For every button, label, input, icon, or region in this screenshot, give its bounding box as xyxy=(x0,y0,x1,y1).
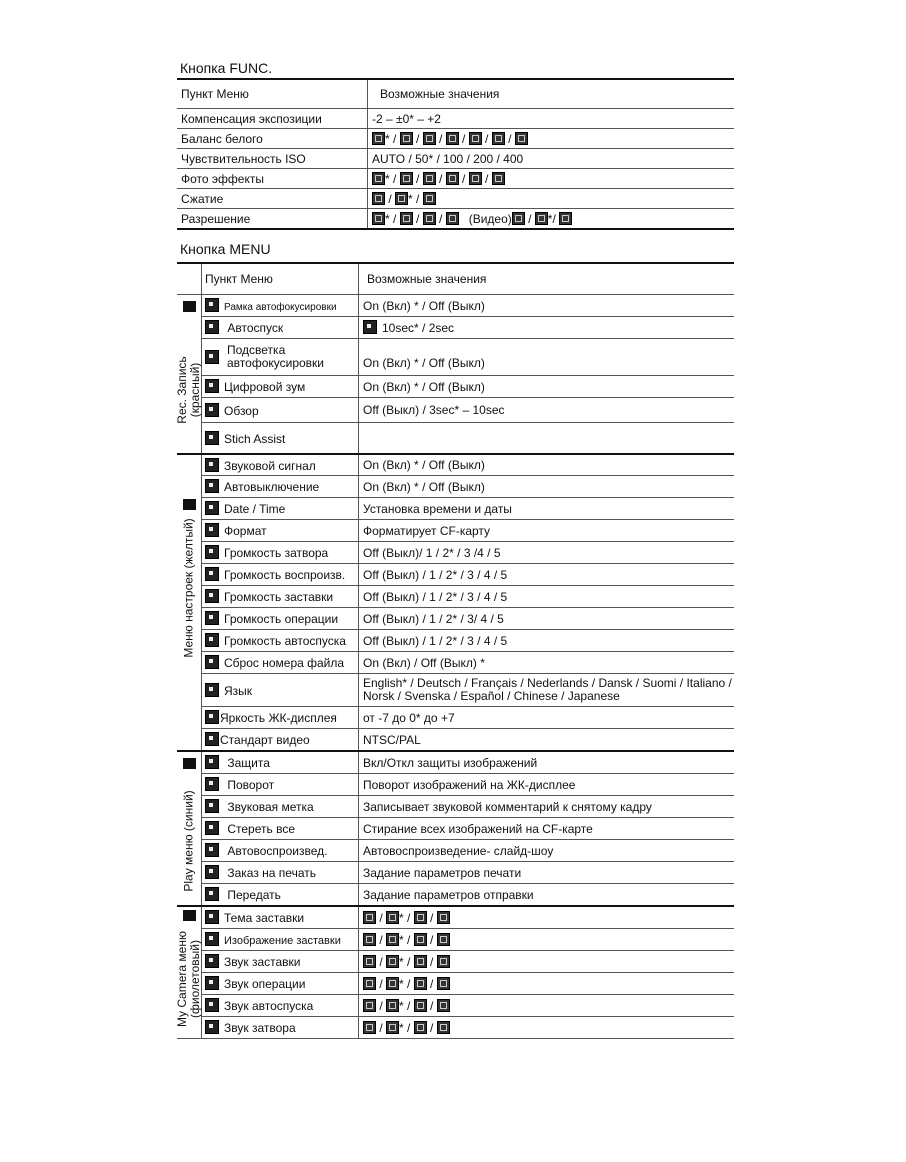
row-item: Баланс белого xyxy=(177,129,368,149)
row-item-label: Тема заставки xyxy=(224,911,305,925)
group-rec-label: Rec. Запись (красный) xyxy=(175,356,202,424)
table-row xyxy=(177,542,734,564)
table-row xyxy=(177,652,734,674)
af-assist-icon xyxy=(205,350,219,364)
row-item-label: Звук автоспуска xyxy=(224,999,314,1013)
low-sharpening-icon xyxy=(446,172,459,185)
mycam-1-icon xyxy=(386,955,399,968)
mycam-off-icon xyxy=(363,911,376,924)
row-item-label: Обзор xyxy=(224,403,259,418)
af-frame-icon xyxy=(205,298,219,312)
table-row xyxy=(177,751,734,774)
table-header-row xyxy=(177,263,734,295)
row-item: Чувствительность ISO xyxy=(177,149,368,169)
auto-play-icon xyxy=(205,843,219,857)
header-item: Пункт Меню xyxy=(202,263,359,295)
mycam-1-icon xyxy=(386,933,399,946)
table-row xyxy=(177,796,734,818)
vivid-icon xyxy=(400,172,413,185)
row-values: / * / / xyxy=(359,929,735,951)
beep-icon xyxy=(205,458,219,472)
group-play-label: Play меню (синий) xyxy=(181,790,196,892)
fluorescent-h-icon xyxy=(492,132,505,145)
row-item xyxy=(202,796,359,818)
group-mycamera xyxy=(177,906,202,1039)
effect-off-icon xyxy=(372,172,385,185)
row-item-label: Звук затвора xyxy=(224,1021,296,1035)
table-row xyxy=(177,729,734,752)
mycam-3-icon xyxy=(437,933,450,946)
startup-image-icon xyxy=(205,932,219,946)
mycam-2-icon xyxy=(414,999,427,1012)
shutter-volume-icon xyxy=(205,545,219,559)
row-values: Off (Выкл) / 1 / 2* / 3 / 4 / 5 xyxy=(359,630,735,652)
table-row xyxy=(177,707,734,729)
print-order-icon xyxy=(205,865,219,879)
normal-icon xyxy=(423,192,436,205)
row-item: Компенсация экспозиции xyxy=(177,109,368,129)
row-item xyxy=(202,476,359,498)
row-item-label: Звуковая метка xyxy=(227,800,314,814)
table-row xyxy=(177,995,734,1017)
table-row xyxy=(177,149,734,169)
table-row xyxy=(177,630,734,652)
row-item-label: Звук заставки xyxy=(224,955,301,969)
mycam-1-icon xyxy=(386,999,399,1012)
row-item xyxy=(202,564,359,586)
cloudy-icon xyxy=(423,132,436,145)
row-item xyxy=(202,973,359,995)
row-item xyxy=(202,295,359,317)
row-item-label: Громкость автоспуска xyxy=(224,634,346,648)
superfine-icon xyxy=(372,192,385,205)
row-item-label: Стереть все xyxy=(227,822,295,836)
video-160-icon xyxy=(559,212,572,225)
table-row xyxy=(177,586,734,608)
mycam-off-icon xyxy=(363,977,376,990)
lcd-brightness-icon xyxy=(205,710,219,724)
mycam-3-icon xyxy=(437,999,450,1012)
operation-volume-icon xyxy=(205,611,219,625)
mycam-off-icon xyxy=(363,933,376,946)
row-item-label: Звуковой сигнал xyxy=(224,458,316,473)
custom-wb-icon xyxy=(515,132,528,145)
row-item xyxy=(202,906,359,929)
row-values: On (Вкл) / Off (Выкл) * xyxy=(359,652,735,674)
row-values: / * / / xyxy=(359,1017,735,1039)
row-item xyxy=(202,376,359,398)
bw-icon xyxy=(492,172,505,185)
video-640-icon xyxy=(512,212,525,225)
mycam-2-icon xyxy=(414,1021,427,1034)
row-item-label: Защита xyxy=(227,756,270,770)
row-item xyxy=(202,674,359,707)
row-item xyxy=(202,317,359,339)
fluorescent-icon xyxy=(469,132,482,145)
row-values: Автовоспроизведение- слайд-шоу xyxy=(359,840,735,862)
header-values: Возможные значения xyxy=(359,263,735,295)
header-group-cell xyxy=(177,263,202,295)
func-table xyxy=(177,78,734,230)
self-timer-volume-icon xyxy=(205,633,219,647)
group-mycamera-label: My Camera меню (фиолетовый) xyxy=(175,931,202,1027)
row-values: / * / / xyxy=(359,995,735,1017)
row-values xyxy=(359,317,735,339)
group-setup-label: Меню настроек (желтый) xyxy=(181,518,196,658)
row-values: AUTO / 50* / 100 / 200 / 400 xyxy=(368,149,735,169)
row-values: On (Вкл) * / Off (Выкл) xyxy=(359,339,735,376)
group-rec xyxy=(177,295,202,455)
row-item xyxy=(202,542,359,564)
row-item-label: Громкость воспроизв. xyxy=(224,568,346,582)
date-time-icon xyxy=(205,501,219,515)
row-item: Сжатие xyxy=(177,189,368,209)
large-icon xyxy=(372,212,385,225)
row-icon-values: / * / xyxy=(368,189,735,209)
row-item xyxy=(202,652,359,674)
table-row xyxy=(177,423,734,455)
menu-section-title: Кнопка MENU xyxy=(180,241,271,257)
review-icon xyxy=(205,403,219,417)
row-item-label: Изображение заставки xyxy=(224,935,341,947)
table-row xyxy=(177,189,734,209)
row-item xyxy=(202,884,359,907)
row-item-label: Сброс номера файла xyxy=(224,656,345,670)
row-item-label: Язык xyxy=(224,683,253,698)
row-values xyxy=(359,423,735,455)
setup-icon xyxy=(183,499,196,510)
mycam-3-icon xyxy=(437,955,450,968)
table-row xyxy=(177,906,734,929)
shutter-sound-icon xyxy=(205,1020,219,1034)
row-item-label: Формат xyxy=(224,524,267,538)
mycam-off-icon xyxy=(363,955,376,968)
video-label: (Видео) xyxy=(468,211,512,226)
row-values: On (Вкл) * / Off (Выкл) xyxy=(359,376,735,398)
table-row xyxy=(177,840,734,862)
fine-icon xyxy=(395,192,408,205)
row-item xyxy=(202,729,359,752)
self-timer-icon xyxy=(205,320,219,334)
row-values: / * / / xyxy=(359,906,735,929)
row-values: Off (Выкл) / 1 / 2* / 3 / 4 / 5 xyxy=(359,564,735,586)
row-item: Фото эффекты xyxy=(177,169,368,189)
self-timer-10-icon xyxy=(363,320,377,334)
row-item-label: Громкость заставки xyxy=(224,590,334,604)
rotate-icon xyxy=(205,777,219,791)
row-values: Off (Выкл) / 1 / 2* / 3 / 4 / 5 xyxy=(359,586,735,608)
sound-memo-icon xyxy=(205,799,219,813)
row-item-label: Stich Assist xyxy=(224,431,286,446)
row-item xyxy=(202,498,359,520)
digital-zoom-icon xyxy=(205,379,219,393)
row-icon-values: * / / / / / / xyxy=(368,129,735,149)
row-icon-values: * / / / (Видео) / */ xyxy=(368,209,735,230)
erase-all-icon xyxy=(205,821,219,835)
row-item-label: Автовоспроизвед. xyxy=(227,844,328,858)
header-values: Возможные значения xyxy=(368,79,735,109)
row-item-label: Заказ на печать xyxy=(227,866,316,880)
group-play xyxy=(177,751,202,906)
table-row xyxy=(177,209,734,230)
row-item xyxy=(202,630,359,652)
camera-icon xyxy=(183,301,196,312)
group-setup xyxy=(177,454,202,751)
row-values: English* / Deutsch / Français / Nederlands / Dansk / Suomi / Italiano / Norsk / Svenska / Español / Chinese / Japanese xyxy=(359,674,735,707)
stitch-assist-icon xyxy=(205,431,219,445)
tungsten-icon xyxy=(446,132,459,145)
video-320-icon xyxy=(535,212,548,225)
neutral-icon xyxy=(423,172,436,185)
row-item xyxy=(202,608,359,630)
func-section-title: Кнопка FUNC. xyxy=(180,60,273,76)
menu-table xyxy=(177,262,734,1039)
row-item xyxy=(202,840,359,862)
startup-sound-icon xyxy=(205,954,219,968)
mycam-2-icon xyxy=(414,955,427,968)
row-values: / * / / xyxy=(359,951,735,973)
table-row xyxy=(177,520,734,542)
mycam-2-icon xyxy=(414,911,427,924)
mycam-off-icon xyxy=(363,999,376,1012)
row-item xyxy=(202,751,359,774)
table-row xyxy=(177,169,734,189)
row-item-label: Автовыключение xyxy=(224,480,320,494)
mycam-1-icon xyxy=(386,1021,399,1034)
row-values-text: 10sec* / 2sec xyxy=(382,321,455,335)
row-values: -2 – ±0* – +2 xyxy=(368,109,735,129)
row-item xyxy=(202,818,359,840)
table-row xyxy=(177,818,734,840)
table-row xyxy=(177,339,734,376)
mycam-2-icon xyxy=(414,933,427,946)
mycam-3-icon xyxy=(437,977,450,990)
row-item xyxy=(202,339,359,376)
medium1-icon xyxy=(400,212,413,225)
table-row xyxy=(177,454,734,476)
row-item-label: Громкость затвора xyxy=(224,546,329,560)
file-no-reset-icon xyxy=(205,655,219,669)
mycam-off-icon xyxy=(363,1021,376,1034)
row-values: Задание параметров печати xyxy=(359,862,735,884)
awb-icon xyxy=(372,132,385,145)
self-timer-sound-icon xyxy=(205,998,219,1012)
header-item: Пункт Меню xyxy=(177,79,368,109)
row-item-label: Date / Time xyxy=(224,502,286,516)
row-item xyxy=(202,951,359,973)
table-row xyxy=(177,498,734,520)
row-item xyxy=(202,398,359,423)
row-item: Разрешение xyxy=(177,209,368,230)
mycam-3-icon xyxy=(437,1021,450,1034)
row-icon-values: * / / / / / xyxy=(368,169,735,189)
mycam-1-icon xyxy=(386,977,399,990)
table-row xyxy=(177,951,734,973)
mycam-3-icon xyxy=(437,911,450,924)
daylight-icon xyxy=(400,132,413,145)
sepia-icon xyxy=(469,172,482,185)
row-values: Записывает звуковой комментарий к снятому кадру xyxy=(359,796,735,818)
row-item xyxy=(202,995,359,1017)
row-item-label: Громкость операции xyxy=(224,612,339,626)
row-values: Установка времени и даты xyxy=(359,498,735,520)
table-row xyxy=(177,884,734,907)
my-camera-icon xyxy=(183,910,196,921)
row-item xyxy=(202,520,359,542)
row-item xyxy=(202,586,359,608)
row-item-label: Стандарт видео xyxy=(220,733,310,747)
row-values: Поворот изображений на ЖК-дисплее xyxy=(359,774,735,796)
row-values: NTSC/PAL xyxy=(359,729,735,752)
row-values: Off (Выкл) / 1 / 2* / 3/ 4 / 5 xyxy=(359,608,735,630)
operation-sound-icon xyxy=(205,976,219,990)
transfer-icon xyxy=(205,887,219,901)
medium2-icon xyxy=(423,212,436,225)
mycam-2-icon xyxy=(414,977,427,990)
row-item-label: Рамка автофокусировки xyxy=(224,302,337,313)
protect-icon xyxy=(205,755,219,769)
row-values: / * / / xyxy=(359,973,735,995)
small-icon xyxy=(446,212,459,225)
startup-volume-icon xyxy=(205,589,219,603)
row-values: от -7 до 0* до +7 xyxy=(359,707,735,729)
row-values: On (Вкл) * / Off (Выкл) xyxy=(359,295,735,317)
table-row xyxy=(177,862,734,884)
mycam-1-icon xyxy=(386,911,399,924)
row-item xyxy=(202,707,359,729)
table-row xyxy=(177,317,734,339)
playback-volume-icon xyxy=(205,567,219,581)
table-row xyxy=(177,929,734,951)
row-item-label: Автоспуск xyxy=(227,321,284,335)
row-item-label: Передать xyxy=(227,888,281,902)
row-values: Off (Выкл) / 3sec* – 10sec xyxy=(359,398,735,423)
table-row xyxy=(177,608,734,630)
video-system-icon xyxy=(205,732,219,746)
play-icon xyxy=(183,758,196,769)
row-item xyxy=(202,929,359,951)
format-icon xyxy=(205,523,219,537)
table-row xyxy=(177,129,734,149)
table-header-row xyxy=(177,79,734,109)
row-item xyxy=(202,1017,359,1039)
row-values: Off (Выкл)/ 1 / 2* / 3 /4 / 5 xyxy=(359,542,735,564)
theme-icon xyxy=(205,910,219,924)
row-item-label: Цифровой зум xyxy=(224,380,306,394)
table-row xyxy=(177,295,734,317)
table-row xyxy=(177,109,734,129)
table-row xyxy=(177,376,734,398)
row-values: On (Вкл) * / Off (Выкл) xyxy=(359,476,735,498)
row-item xyxy=(202,862,359,884)
table-row xyxy=(177,1017,734,1039)
row-values: Вкл/Откл защиты изображений xyxy=(359,751,735,774)
row-values: Стирание всех изображений на CF-карте xyxy=(359,818,735,840)
table-row xyxy=(177,476,734,498)
row-item-label: Звук операции xyxy=(224,977,306,991)
auto-power-off-icon xyxy=(205,479,219,493)
row-item xyxy=(202,454,359,476)
row-values: Форматирует CF-карту xyxy=(359,520,735,542)
row-values: On (Вкл) * / Off (Выкл) xyxy=(359,454,735,476)
row-item xyxy=(202,423,359,455)
table-row xyxy=(177,564,734,586)
row-item-label: Яркость ЖК-дисплея xyxy=(220,711,337,725)
row-item xyxy=(202,774,359,796)
table-row xyxy=(177,774,734,796)
language-icon xyxy=(205,683,219,697)
table-row xyxy=(177,973,734,995)
row-item-label: Поворот xyxy=(227,778,275,792)
table-row xyxy=(177,674,734,707)
row-values: Задание параметров отправки xyxy=(359,884,735,907)
row-item-label: Подсветка автофокусировки xyxy=(227,343,324,370)
table-row xyxy=(177,398,734,423)
